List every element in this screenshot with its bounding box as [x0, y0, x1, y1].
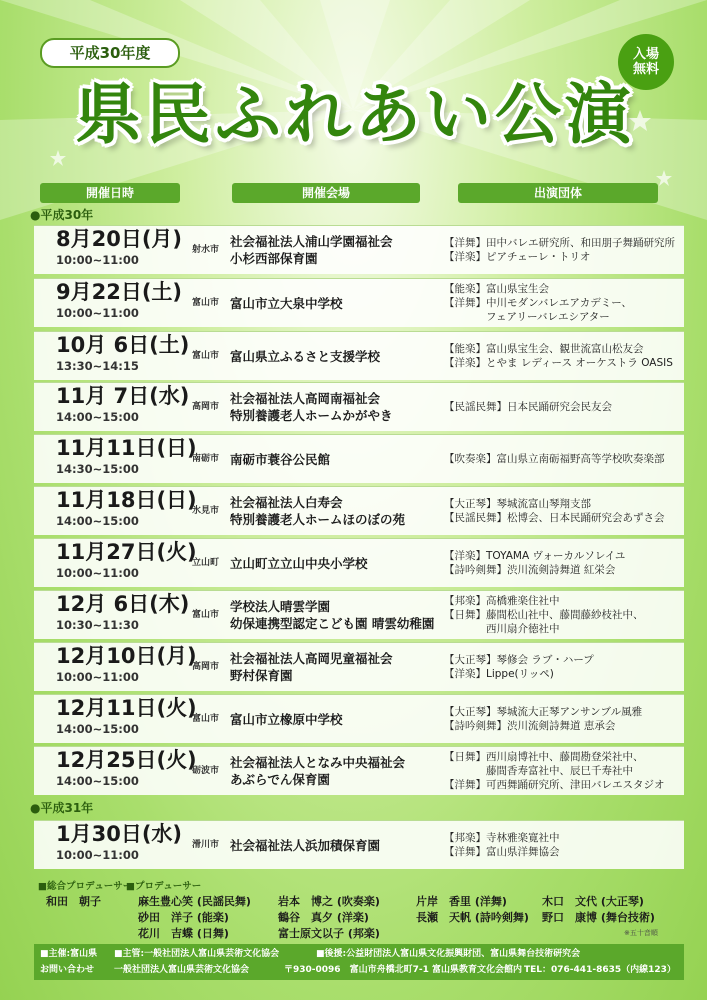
event-row — [34, 590, 684, 639]
event-time: 13:30~14:15 — [56, 359, 139, 373]
event-city: 高岡市 — [192, 662, 220, 672]
producers-label: ■プロデューサー — [126, 881, 202, 892]
event-venue — [230, 747, 450, 795]
producer-name: 麻生豊心笑 (民謡民舞) — [138, 895, 251, 908]
venue-line: 富山市立橡原中学校 — [230, 711, 343, 727]
event-date: 11月 7日(水) — [56, 384, 190, 408]
event-city: 立山町 — [192, 558, 220, 568]
event-venue — [230, 695, 450, 743]
producer-name: 鶴谷 真夕 (洋楽) — [278, 911, 369, 924]
year-label-h30: ●平成30年 — [30, 208, 94, 222]
general-producer-label: ■総合プロデューサー — [38, 881, 133, 892]
venue-line: 幼保連携型認定こども園 晴雲幼稚園 — [230, 616, 435, 631]
credits — [34, 878, 684, 940]
event-date: 11月18日(日) — [56, 488, 197, 512]
venue-line: 社会福祉法人浜加積保育園 — [230, 837, 381, 853]
footer-contact-org: 一般社団法人富山県芸術文化協会 — [114, 965, 250, 975]
venue-line: 社会福祉法人高岡南福祉会 — [230, 391, 381, 406]
performer-line: 【洋楽】Lippe(リッペ) — [444, 668, 554, 680]
event-performers — [444, 643, 680, 691]
event-city: 砺波市 — [192, 766, 220, 776]
event-row — [34, 225, 684, 274]
event-row — [34, 642, 684, 691]
event-venue — [230, 643, 450, 691]
performer-line: 【日舞】西川扇博社中、藤間勘登栄社中、 — [444, 751, 644, 763]
performer-line: 【邦楽】高橋雅楽住社中 — [444, 595, 560, 607]
page-title: 県民ふれあい公演 — [75, 76, 635, 153]
performer-line: 【邦楽】寺林雅楽寛社中 — [444, 832, 560, 844]
event-city: 滑川市 — [192, 840, 220, 850]
performer-line: 【洋楽】とやま レディース オーケストラ OASIS — [444, 357, 673, 369]
event-time: 14:00~15:00 — [56, 410, 139, 424]
event-venue — [230, 226, 450, 274]
event-performers — [444, 226, 680, 274]
performer-line: フェアリーバレエシアター — [444, 311, 610, 323]
event-date: 10月 6日(土) — [56, 333, 190, 357]
order-note: ※五十音順 — [624, 929, 658, 937]
performer-line: 西川扇介徳社中 — [444, 623, 560, 635]
venue-line: あぶらでん保育園 — [230, 772, 330, 787]
performer-line: 【大正琴】琴城流大正琴アンサンブル風雅 — [444, 706, 643, 718]
general-producer-name: 和田 朝子 — [46, 895, 101, 908]
venue-line: 特別養護老人ホームかがやき — [230, 408, 393, 423]
event-row — [34, 331, 684, 380]
event-city: 富山市 — [192, 610, 220, 620]
event-time: 10:00~11:00 — [56, 566, 139, 580]
performer-line: 【民謡民舞】日本民踊研究会民友会 — [444, 401, 612, 413]
event-date: 12月11日(火) — [56, 696, 197, 720]
event-row — [34, 486, 684, 535]
event-row — [34, 278, 684, 327]
event-venue — [230, 435, 450, 483]
event-row — [34, 820, 684, 869]
event-venue — [230, 383, 450, 431]
event-performers — [444, 487, 680, 535]
event-city: 高岡市 — [192, 402, 220, 412]
producer-name: 岩本 博之 (吹奏楽) — [278, 895, 380, 908]
event-venue — [230, 332, 450, 380]
performer-line: 【洋舞】田中バレエ研究所、和田朋子舞踊研究所 — [444, 237, 675, 249]
venue-line: 社会福祉法人浦山学園福祉会 — [230, 234, 393, 249]
venue-line: 特別養護老人ホームほのぼの苑 — [230, 512, 406, 527]
performer-line: 【吹奏楽】富山県立南砺福野高等学校吹奏楽部 — [444, 453, 665, 465]
event-date: 9月22日(土) — [56, 280, 183, 304]
event-time: 10:00~11:00 — [56, 253, 139, 267]
performer-line: 【洋舞】富山県洋舞協会 — [444, 846, 560, 858]
year-label-h31: ●平成31年 — [30, 801, 94, 815]
performer-line: 【大正琴】琴修会 ラブ・ハープ — [444, 654, 594, 666]
event-date: 8月20日(月) — [56, 227, 183, 251]
event-city: 富山市 — [192, 298, 220, 308]
producer-name: 花川 吉蝶 (日舞) — [138, 927, 229, 940]
event-date: 11月27日(火) — [56, 540, 197, 564]
event-performers — [444, 383, 680, 431]
venue-line: 富山県立ふるさと支援学校 — [230, 348, 381, 364]
event-venue — [230, 539, 450, 587]
event-row — [34, 694, 684, 743]
event-performers — [444, 821, 680, 869]
event-venue — [230, 821, 450, 869]
producer-name: 長瀬 天帆 (詩吟剣舞) — [416, 911, 529, 924]
producer-name: 砂田 洋子 (能楽) — [138, 911, 229, 924]
performer-line: 【大正琴】琴城流富山琴翔支部 — [444, 498, 591, 510]
footer-address: 〒930-0096 富山市舟橋北町7-1 富山県教育文化会館内 — [284, 965, 522, 975]
event-performers — [444, 747, 680, 795]
event-city: 富山市 — [192, 714, 220, 724]
venue-line: 立山町立立山中央小学校 — [230, 555, 368, 571]
event-row — [34, 538, 684, 587]
event-city: 富山市 — [192, 351, 220, 361]
event-time: 10:00~11:00 — [56, 306, 139, 320]
venue-line: 社会福祉法人白寿会 — [230, 495, 343, 510]
event-performers — [444, 279, 680, 327]
event-time: 10:00~11:00 — [56, 670, 139, 684]
performer-line: 【詩吟剣舞】渋川流剣詩舞道 恵承会 — [444, 720, 616, 732]
event-date: 11月11日(日) — [56, 436, 197, 460]
free-badge-line2: 無料 — [632, 62, 659, 77]
performer-line: 【洋楽】ピアチェーレ・トリオ — [444, 251, 591, 263]
footer-organizer: ■主催:富山県 — [40, 949, 98, 959]
venue-line: 小杉西部保育園 — [230, 251, 318, 266]
event-venue — [230, 487, 450, 535]
producer-name: 富士原文以子 (邦楽) — [278, 927, 380, 940]
year-badge: 平成30年度 — [40, 38, 180, 68]
event-row — [34, 382, 684, 431]
event-city: 射水市 — [192, 245, 220, 255]
venue-line: 学校法人晴雲学園 — [230, 599, 331, 614]
footer-co-organizer: ■主管:一般社団法人富山県芸術文化協会 — [114, 949, 280, 959]
event-row — [34, 434, 684, 483]
event-time: 14:30~15:00 — [56, 462, 139, 476]
venue-line: 富山市立大泉中学校 — [230, 295, 343, 311]
event-city: 南砺市 — [192, 454, 220, 464]
column-header-performers: 出演団体 — [458, 183, 658, 203]
performer-line: 【能楽】富山県宝生会 — [444, 283, 549, 295]
venue-line: 社会福祉法人となみ中央福祉会 — [230, 755, 406, 770]
producer-name: 野口 康博 (舞台技術) — [542, 911, 655, 924]
event-city: 氷見市 — [192, 506, 220, 516]
performer-line: 藤間香寿富社中、辰巳千寿社中 — [444, 765, 633, 777]
performer-line: 【洋舞】中川モダンバレエアカデミー、 — [444, 297, 632, 309]
event-time: 10:00~11:00 — [56, 848, 139, 862]
event-venue — [230, 591, 450, 639]
free-badge-line1: 入場 — [632, 47, 659, 62]
footer — [34, 944, 684, 980]
performer-line: 【洋舞】可西舞踊研究所、津田バレエスタジオ — [444, 779, 665, 791]
producer-name: 片岸 香里 (洋舞) — [416, 895, 507, 908]
producer-name: 木口 文代 (大正琴) — [542, 895, 644, 908]
event-time: 14:00~15:00 — [56, 514, 139, 528]
event-date: 12月10日(月) — [56, 644, 197, 668]
event-performers — [444, 539, 680, 587]
event-performers — [444, 591, 680, 639]
venue-line: 野村保育園 — [230, 668, 293, 683]
event-performers — [444, 332, 680, 380]
event-date: 1月30日(水) — [56, 822, 183, 846]
event-time: 14:00~15:00 — [56, 722, 139, 736]
event-date: 12月25日(火) — [56, 748, 197, 772]
event-venue — [230, 279, 450, 327]
footer-sponsor: ■後援:公益財団法人富山県文化振興財団、富山県舞台技術研究会 — [316, 949, 581, 959]
event-performers — [444, 695, 680, 743]
event-time: 14:00~15:00 — [56, 774, 139, 788]
venue-line: 社会福祉法人高岡児童福祉会 — [230, 651, 393, 666]
performer-line: 【民謡民舞】松博会、日本民踊研究会あずさ会 — [444, 512, 665, 524]
event-performers — [444, 435, 680, 483]
column-header-venue: 開催会場 — [232, 183, 420, 203]
performer-line: 【日舞】藤間松山社中、藤間藤紗枝社中、 — [444, 609, 644, 621]
performer-line: 【洋楽】TOYAMA ヴォーカルソレイユ — [444, 550, 626, 562]
footer-tel: TEL：076-441-8635（内線123） — [524, 965, 676, 975]
venue-line: 南砺市蓑谷公民館 — [230, 451, 331, 467]
performer-line: 【詩吟剣舞】渋川流剣詩舞道 紅栄会 — [444, 564, 616, 576]
event-time: 10:30~11:30 — [56, 618, 139, 632]
performer-line: 【能楽】富山県宝生会、観世流富山松友会 — [444, 343, 644, 355]
column-header-date: 開催日時 — [40, 183, 180, 203]
event-row — [34, 746, 684, 795]
event-date: 12月 6日(木) — [56, 592, 190, 616]
footer-contact-label: お問い合わせ — [40, 965, 95, 975]
